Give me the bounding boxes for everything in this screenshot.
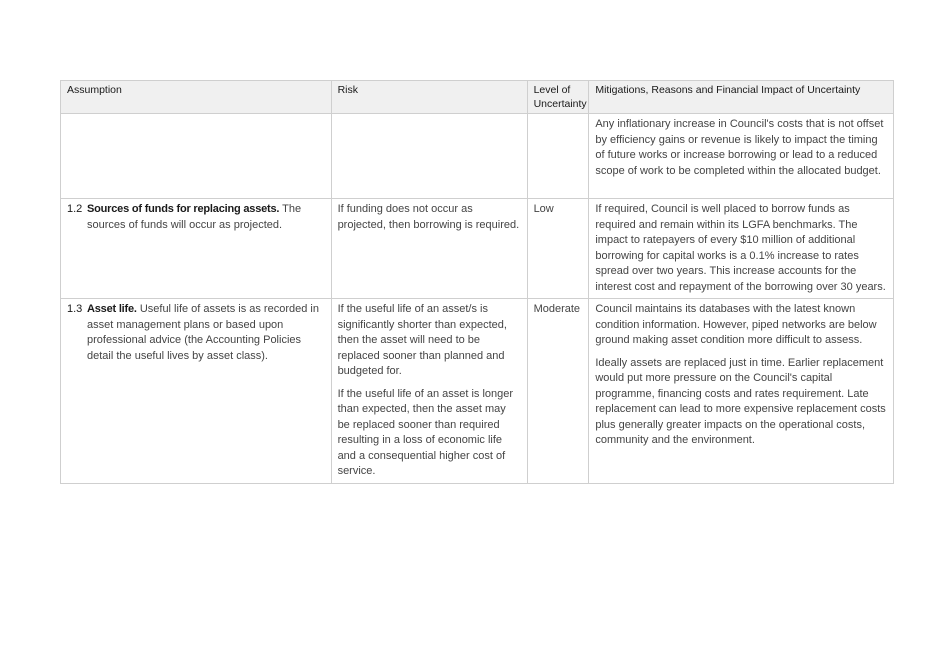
assumption-text: Useful life of assets is as recorded in asset management plans or based upon professional advice (the Accounting Policies detail the useful lives by asset class).	[87, 303, 319, 362]
assumptions-table	[60, 80, 894, 484]
assumption-cell	[61, 199, 332, 299]
assumption-title: Sources of funds for replacing assets.	[87, 203, 280, 215]
risk-text: If the useful life of an asset is longer than expected, then the asset may be replaced sooner than required resulting in a loss of economic life and a consequential higher cost of service.	[337, 387, 514, 477]
header-assumption: Assumption	[61, 81, 332, 114]
table-row	[61, 199, 894, 299]
mitigation-text: Any inflationary increase in Council's costs that is not offset by efficiency gains or revenue is likely to impact the timing of future works or increase borrowing or lead to a reduced scope of work to be completed within the allocated budget.	[595, 118, 884, 177]
mitigation-cell	[589, 114, 894, 199]
risk-cell	[331, 114, 527, 199]
mitigation-text: If required, Council is well placed to borrow funds as required and remain within its LGFA benchmarks. The impact to ratepayers of every $10 million of additional borrowing for capital works is a 0.1% increase to rates spread over two years. This increase accounts for the interest cost and repayment of the borrowing over 30 years.	[595, 203, 886, 293]
assumption-cell	[61, 114, 332, 199]
header-level-of-uncertainty: Level of Uncertainty	[527, 81, 589, 114]
risk-text: If the useful life of an asset/s is significantly shorter than expected, then the asset will need to be replaced sooner than planned and budgeted for.	[337, 303, 507, 377]
header-mitigations: Mitigations, Reasons and Financial Impact of Uncertainty	[589, 81, 894, 114]
level-cell	[527, 114, 589, 199]
assumption-number: 1.2	[67, 203, 83, 215]
risk-text: If funding does not occur as projected, then borrowing is required.	[337, 203, 520, 231]
level-cell: Low	[527, 199, 589, 299]
table-header-row	[61, 81, 894, 114]
assumption-title: Asset life.	[87, 303, 137, 315]
table-row-continuation	[61, 114, 894, 199]
header-risk: Risk	[331, 81, 527, 114]
assumption-text: The sources of funds will occur as projected.	[87, 203, 302, 231]
assumption-number: 1.3	[67, 303, 83, 315]
mitigation-text: Ideally assets are replaced just in time. Earlier replacement would put more pressure on the Council's capital programme, financing costs and rates requirement. Late replacement can lead to more expensive replacement costs plus generally greater impacts on the operational costs, community and the environment.	[595, 356, 886, 446]
risk-cell	[331, 299, 527, 484]
mitigation-cell	[589, 299, 894, 484]
mitigation-cell	[589, 199, 894, 299]
risk-cell	[331, 199, 527, 299]
table-row	[61, 299, 894, 484]
mitigation-text: Council maintains its databases with the latest known condition information. However, piped networks are below ground making asset condition more difficult to assess.	[595, 303, 877, 346]
level-cell: Moderate	[527, 299, 589, 484]
assumption-cell	[61, 299, 332, 484]
